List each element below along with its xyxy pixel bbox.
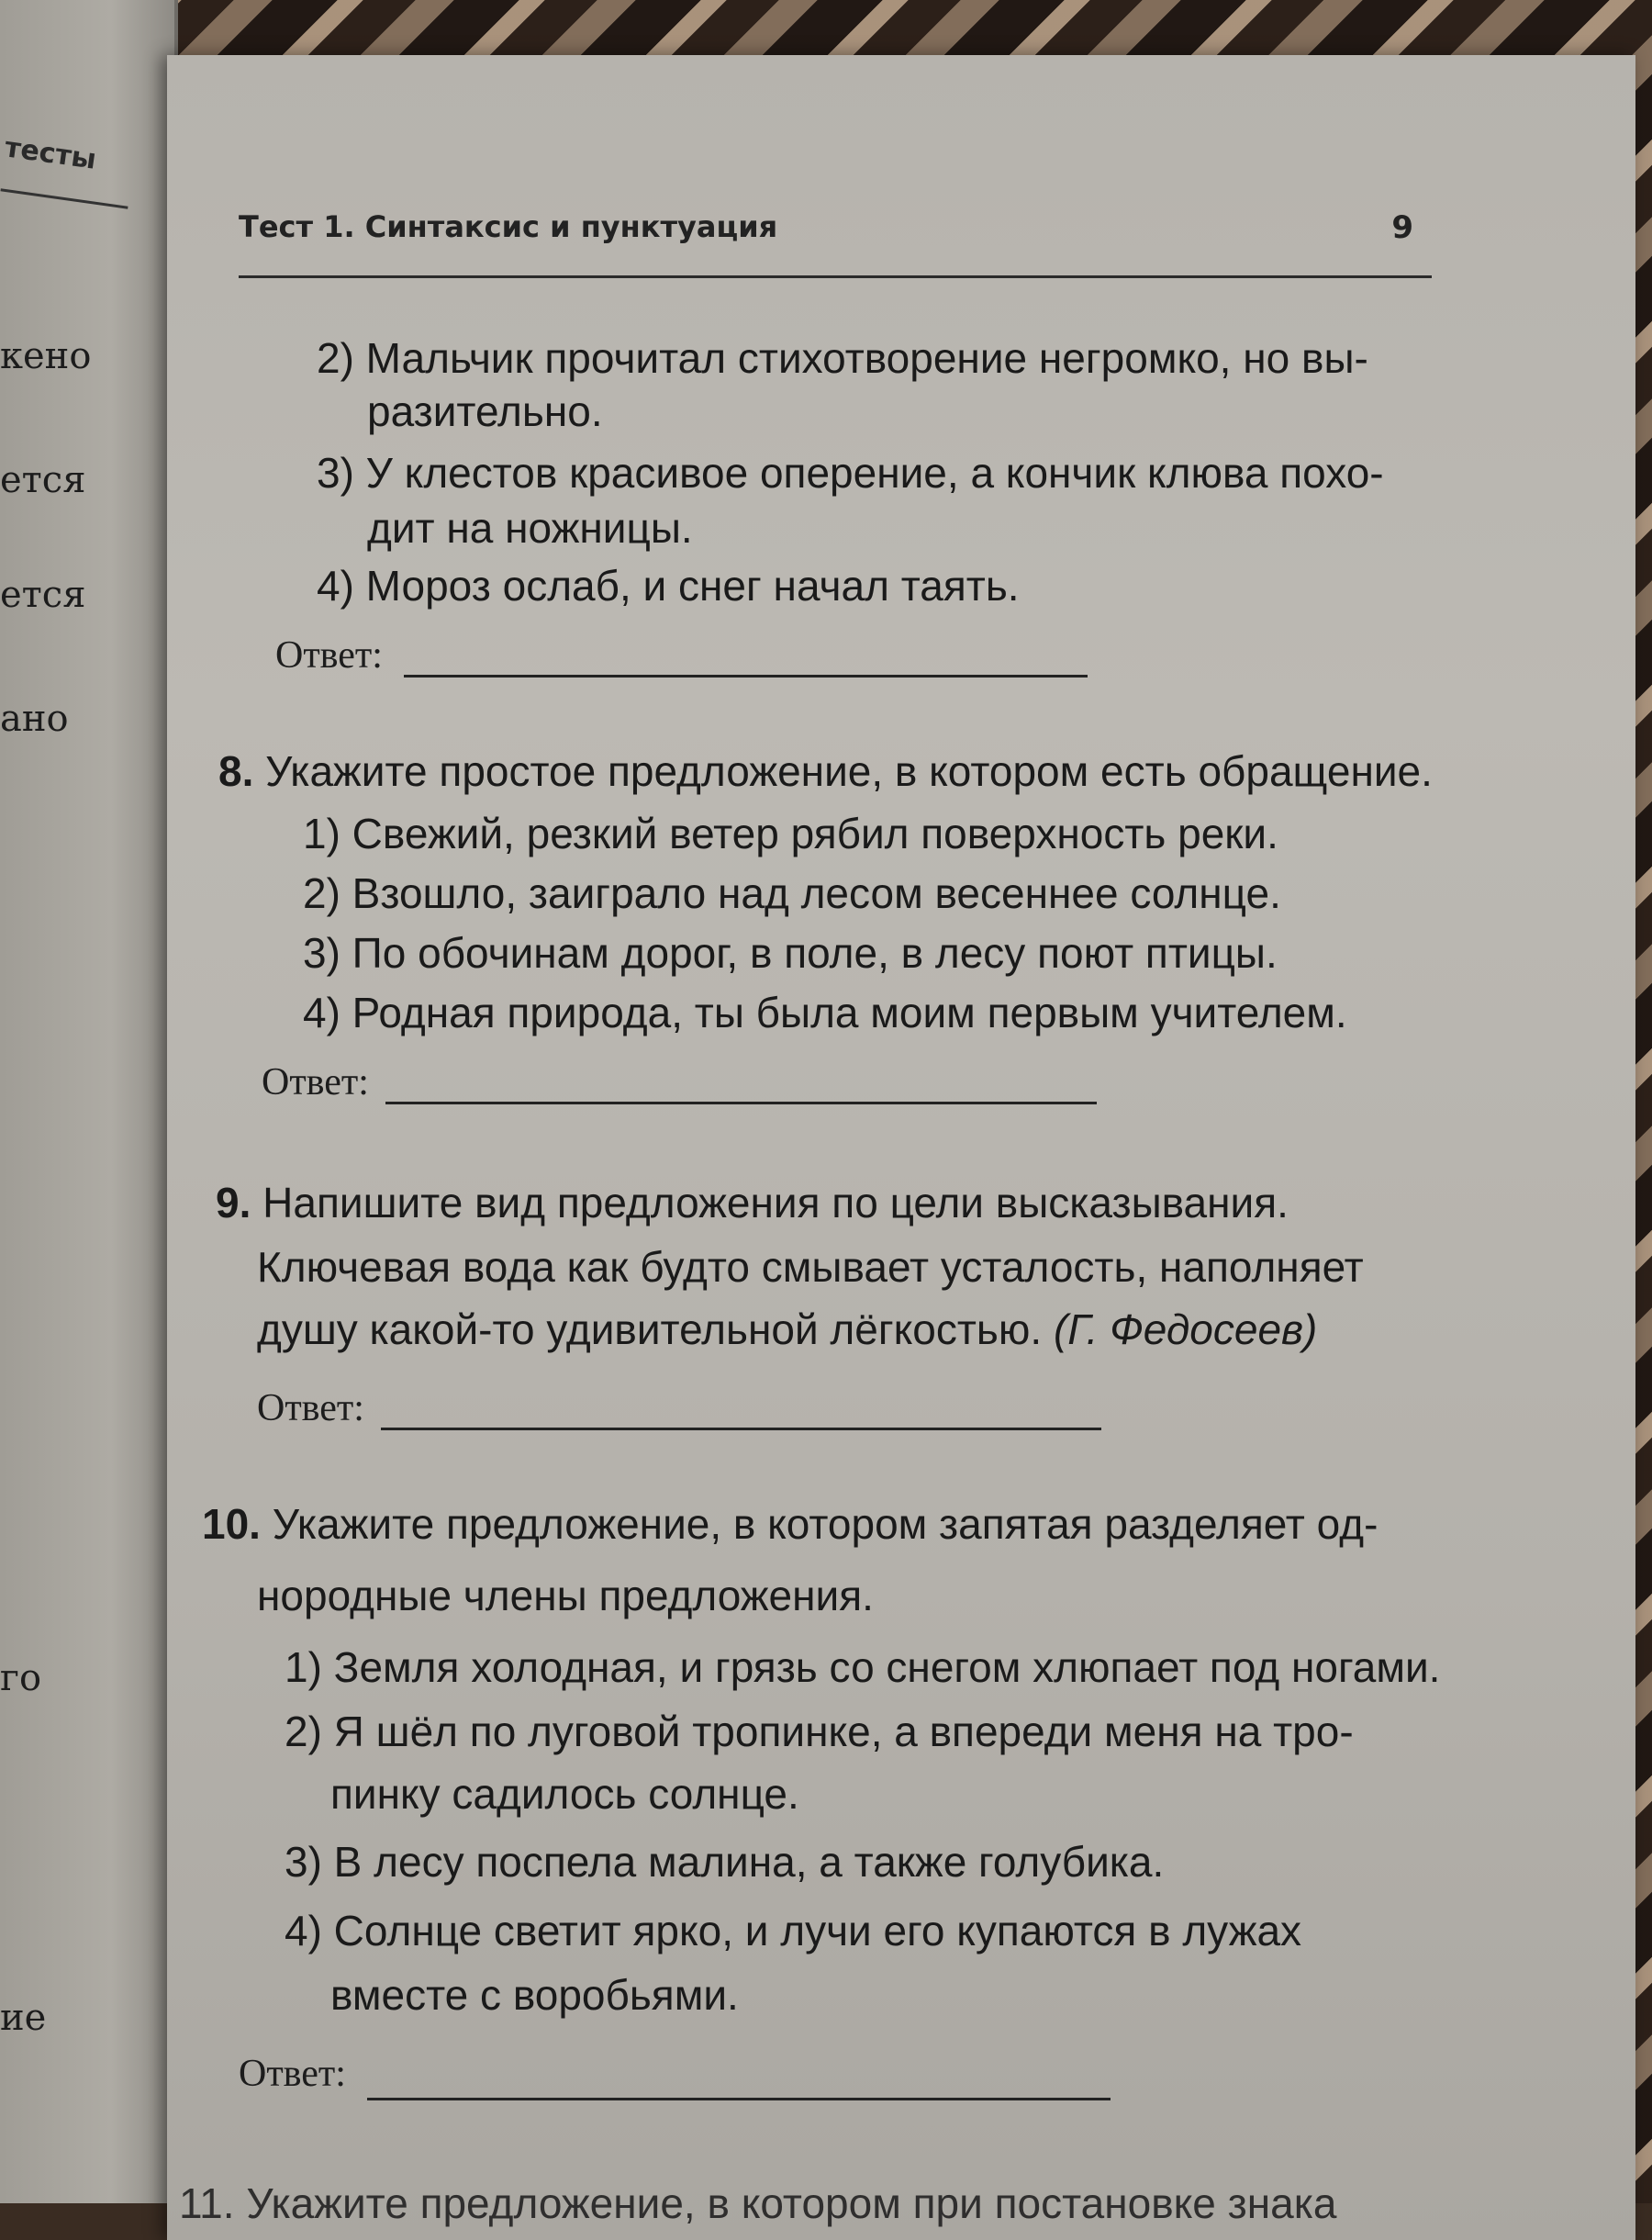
option-text: 4) Мороз ослаб, и снег начал таять. <box>317 562 1020 610</box>
quote-text-line2: душу какой-то удивительной лёгкостью. <box>257 1305 1043 1353</box>
left-fragment: ие <box>0 1997 47 2039</box>
option-text: 3) В лесу поспела малина, а также голубика. <box>285 1838 1165 1886</box>
page-title: Тест 1. Синтаксис и пунктуация <box>239 209 778 244</box>
left-page <box>0 0 178 2203</box>
left-fragment: ется <box>0 459 86 501</box>
left-page-rule <box>0 188 128 208</box>
answer-line[interactable] <box>381 1428 1101 1430</box>
option-text: разительно. <box>367 387 603 435</box>
option-text: 2) Я шёл по луговой тропинке, а впереди меня на тро- <box>285 1708 1354 1755</box>
option-text: 1) Земля холодная, и грязь со снегом хлюпает под ногами. <box>285 1643 1441 1691</box>
header-rule <box>239 275 1432 278</box>
question-text: Напишите вид предложения по цели высказывания. <box>262 1179 1289 1226</box>
quote-text: Ключевая вода как будто смывает усталость, наполняет <box>257 1243 1364 1291</box>
question-8 <box>218 745 1433 797</box>
answer-line[interactable] <box>385 1102 1097 1104</box>
question-9 <box>216 1177 1289 1228</box>
question-text: Укажите предложение, в котором запятая разделяет од- <box>272 1500 1379 1548</box>
answer-line[interactable] <box>404 675 1088 678</box>
option-text: вместе с воробьями. <box>330 1971 739 2019</box>
answer-label: Ответ: <box>275 634 383 677</box>
option-text: 1) Свежий, резкий ветер рябил поверхность реки. <box>303 810 1278 857</box>
left-fragment: ется <box>0 574 86 616</box>
question-number: 8. <box>218 747 254 795</box>
left-fragment: ано <box>0 698 69 740</box>
option-text: 2) Взошло, заиграло над лесом весеннее солнце. <box>303 869 1281 917</box>
question-text: Укажите простое предложение, в котором есть обращение. <box>265 747 1433 795</box>
page-header <box>239 209 1432 244</box>
question-number: 9. <box>216 1179 251 1226</box>
left-fragment: го <box>0 1657 42 1699</box>
left-page-header: тесты <box>3 131 98 176</box>
option-text: 4) Родная природа, ты была моим первым учителем. <box>303 989 1347 1036</box>
option-text: пинку садилось солнце. <box>330 1770 799 1818</box>
answer-label: Ответ: <box>239 2053 346 2095</box>
question-10 <box>202 1498 1378 1550</box>
option-text: 2) Мальчик прочитал стихотворение негромко, но вы- <box>317 334 1368 382</box>
question-number: 10. <box>202 1500 261 1548</box>
option-text: 3) У клестов красивое оперение, а кончик клюва похо- <box>317 449 1384 497</box>
question-11-partial: 11. Укажите предложение, в котором при постановке знака <box>179 2179 1337 2227</box>
answer-label: Ответ: <box>257 1387 364 1429</box>
option-text: 3) По обочинам дорог, в поле, в лесу поют птицы. <box>303 929 1278 977</box>
quote-text <box>257 1304 1317 1355</box>
answer-label: Ответ: <box>262 1061 369 1103</box>
question-text: нородные члены предложения. <box>257 1572 874 1619</box>
quote-author: (Г. Федосеев) <box>1053 1305 1318 1353</box>
page-number: 9 <box>1391 209 1413 246</box>
option-text: 4) Солнце светит ярко, и лучи его купаются в лужах <box>285 1907 1302 1954</box>
left-fragment: кено <box>0 335 92 377</box>
answer-line[interactable] <box>367 2098 1111 2100</box>
option-text: дит на ножницы. <box>367 504 693 552</box>
